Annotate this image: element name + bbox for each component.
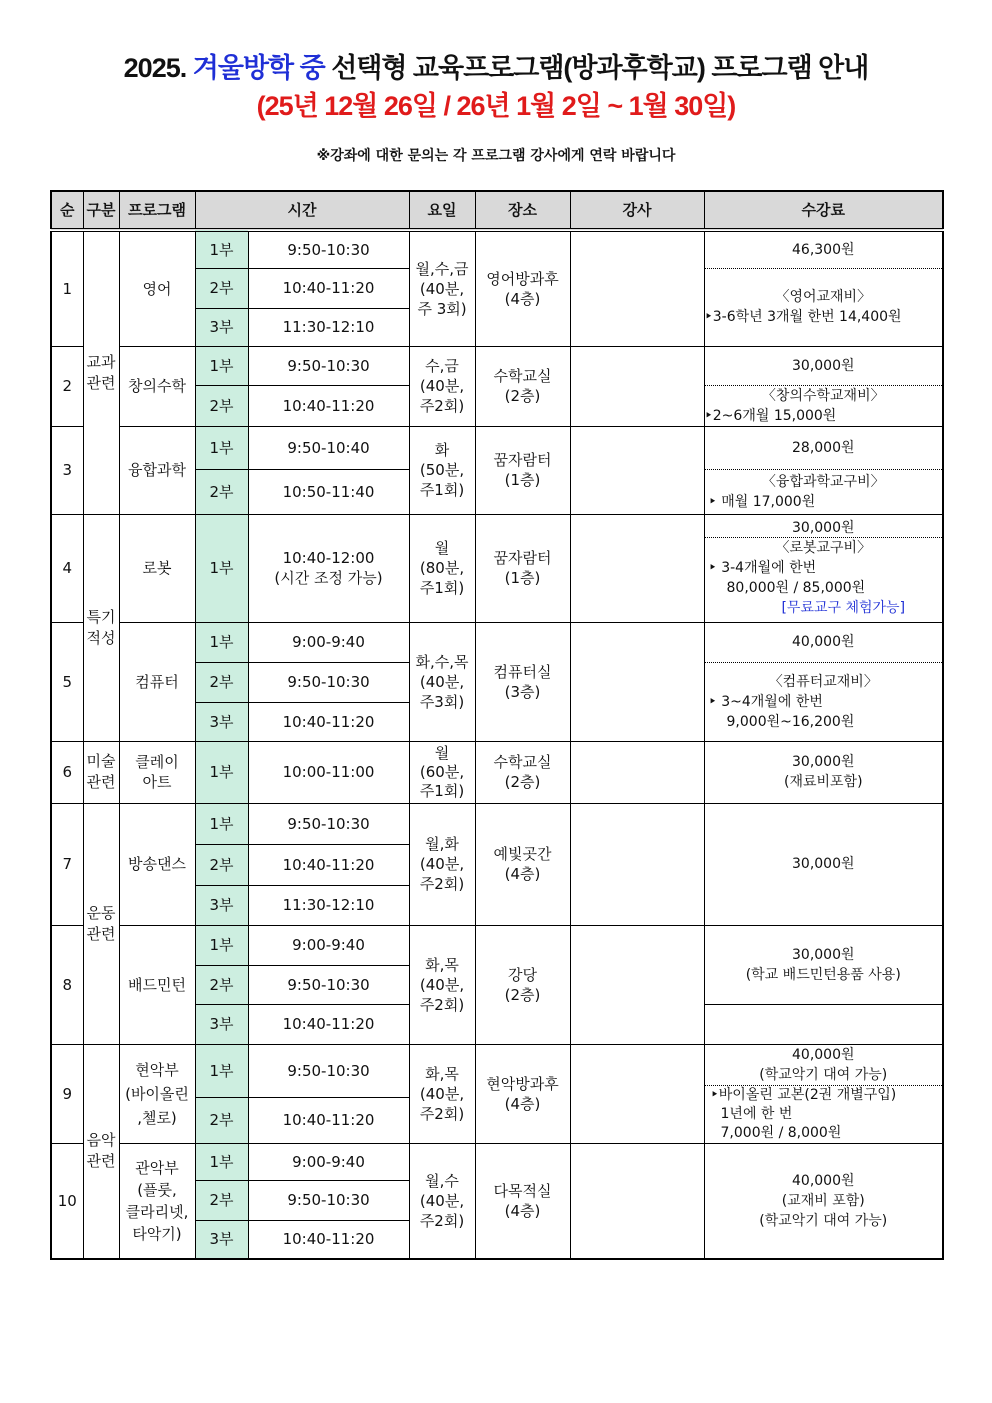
fee-main: 30,000원: [705, 519, 943, 538]
session-label: 1부: [195, 346, 248, 385]
contact-notice: ※강좌에 대한 문의는 각 프로그램 강사에게 연락 바랍니다: [316, 148, 676, 164]
session-label: 2부: [195, 385, 248, 426]
place: 꿈자람터 (1층): [475, 514, 570, 622]
category-sports: 운동 관련: [83, 803, 119, 1044]
place: 영어방과후 (4층): [475, 230, 570, 346]
free-trial-note: [무료교구 체험가능]: [781, 599, 906, 616]
place: 꿈자람터 (1층): [475, 426, 570, 514]
row-no: 1: [51, 230, 83, 346]
session-time: 10:50-11:40: [248, 469, 409, 514]
program-name: 컴퓨터: [119, 622, 195, 741]
session-label: 3부: [195, 308, 248, 346]
session-time: 9:50-10:30: [248, 965, 409, 1004]
program-name: 융합과학: [119, 426, 195, 514]
row-no: 4: [51, 514, 83, 622]
fee-main: 30,000원: [704, 803, 943, 925]
row-no: 5: [51, 622, 83, 741]
session-time: 10:40-11:20: [248, 1220, 409, 1259]
category-art: 미술 관련: [83, 741, 119, 803]
session-time: 9:50-10:30: [248, 230, 409, 268]
days: 월 (60분, 주1회): [409, 741, 475, 803]
session-time: 10:40-11:20: [248, 385, 409, 426]
fee-main: 28,000원: [704, 426, 943, 469]
row-no: 9: [51, 1044, 83, 1143]
days: 월,수 (40분, 주2회): [409, 1143, 475, 1259]
fee-main: 30,000원: [704, 346, 943, 385]
session-time: 9:50-10:40: [248, 426, 409, 469]
table-row: [51, 803, 943, 844]
session-time: 11:30-12:10: [248, 308, 409, 346]
page-title: [0, 46, 992, 85]
program-name: 클레이 아트: [119, 741, 195, 803]
fee-cell: 30,000원 (재료비포함): [704, 741, 943, 803]
session-label: 2부: [195, 469, 248, 514]
fee-main: 40,000원: [792, 1046, 855, 1063]
teacher: [570, 741, 704, 803]
title-highlight: 겨울방학 중: [192, 53, 325, 83]
place: 예빛곳간 (4층): [475, 803, 570, 925]
program-name: 영어: [119, 230, 195, 346]
teacher: [570, 346, 704, 426]
session-label: 2부: [195, 965, 248, 1004]
session-time: 10:40-11:20: [248, 702, 409, 741]
row-no: 6: [51, 741, 83, 803]
program-name: 창의수학: [119, 346, 195, 426]
session-label: 1부: [195, 1044, 248, 1097]
session-time: 9:50-10:30: [248, 803, 409, 844]
table-row: [51, 514, 943, 622]
title-suffix: 선택형 교육프로그램(방과후학교) 프로그램 안내: [331, 53, 869, 83]
teacher: [570, 1143, 704, 1259]
table-row: [51, 741, 943, 803]
days: 월,수,금 (40분, 주 3회): [409, 230, 475, 346]
place: 수학교실 (2층): [475, 346, 570, 426]
teacher: [570, 803, 704, 925]
session-time: 9:50-10:30: [248, 1180, 409, 1220]
teacher: [570, 1044, 704, 1143]
session-label: 2부: [195, 662, 248, 702]
days: 수,금 (40분, 주2회): [409, 346, 475, 426]
session-time: 10:40-11:20: [248, 268, 409, 308]
fee-main: 46,300원: [704, 230, 943, 268]
col-fee: 수강료: [704, 191, 943, 230]
days: 화,목 (40분, 주2회): [409, 925, 475, 1044]
days: 월,화 (40분, 주2회): [409, 803, 475, 925]
fee-cell: 30,000원 〈로봇교구비〉 ‣ 3-4개월에 한번 80,000원 / 85,000원 [무료교구 체험가능]: [704, 514, 943, 622]
place: 수학교실 (2층): [475, 741, 570, 803]
program-name: 관악부 (플룻, 클라리넷, 타악기): [119, 1143, 195, 1259]
row-no: 3: [51, 426, 83, 514]
col-days: 요일: [409, 191, 475, 230]
session-label: 3부: [195, 1004, 248, 1044]
row-no: 2: [51, 346, 83, 426]
fee-material: 〈컴퓨터교재비〉 ‣ 3~4개월에 한번 9,000원~16,200원: [704, 662, 943, 741]
program-name: 배드민턴: [119, 925, 195, 1044]
col-place: 장소: [475, 191, 570, 230]
days: 화,목 (40분, 주2회): [409, 1044, 475, 1143]
col-time: 시간: [195, 191, 409, 230]
program-name: 로봇: [119, 514, 195, 622]
session-label: 1부: [195, 741, 248, 803]
table-header-row: [51, 191, 943, 230]
col-program: 프로그램: [119, 191, 195, 230]
teacher: [570, 426, 704, 514]
row-no: 8: [51, 925, 83, 1044]
session-label: 3부: [195, 885, 248, 925]
session-label: 1부: [195, 230, 248, 268]
period-subtitle: (25년 12월 26일 / 26년 1월 2일 ~ 1월 30일): [256, 91, 736, 121]
teacher: [570, 230, 704, 346]
table-row: [51, 346, 943, 385]
session-label: 3부: [195, 1220, 248, 1259]
table-row: [51, 622, 943, 662]
fee-material: 〈융합과학교구비〉 ‣ 매월 17,000원: [704, 469, 943, 514]
table-row: [51, 1044, 943, 1097]
col-teacher: 강사: [570, 191, 704, 230]
session-label: 1부: [195, 925, 248, 965]
session-label: 1부: [195, 803, 248, 844]
place: 강당 (2층): [475, 925, 570, 1044]
teacher: [570, 514, 704, 622]
table-row: [51, 426, 943, 469]
table-row: [51, 925, 943, 965]
col-category: 구분: [83, 191, 119, 230]
session-time: 9:50-10:30: [248, 1044, 409, 1097]
program-name: 현악부 (바이올린 ,첼로): [119, 1044, 195, 1143]
title-prefix: 2025.: [123, 53, 187, 83]
category-subject: 교과 관련: [83, 230, 119, 514]
session-time: 10:40-11:20: [248, 1097, 409, 1143]
teacher: [570, 925, 704, 1044]
session-time: 9:50-10:30: [248, 662, 409, 702]
session-label: 1부: [195, 514, 248, 622]
session-label: 2부: [195, 1097, 248, 1143]
session-label: 1부: [195, 622, 248, 662]
session-time: 9:00-9:40: [248, 622, 409, 662]
category-special: 특기 적성: [83, 514, 119, 741]
row-no: 10: [51, 1143, 83, 1259]
program-schedule-table: [50, 190, 944, 1260]
col-no: 순: [51, 191, 83, 230]
category-music: 음악 관련: [83, 1044, 119, 1259]
fee-cell: 40,000원 (학교악기 대여 가능) ‣바이올린 교본(2권 개별구입) 1년에 한 번 7,000원 / 8,000원: [704, 1044, 943, 1143]
session-label: 2부: [195, 268, 248, 308]
session-label: 1부: [195, 426, 248, 469]
session-time: 10:40-12:00 (시간 조정 가능): [248, 514, 409, 622]
place: 컴퓨터실 (3층): [475, 622, 570, 741]
session-time: 9:00-9:40: [248, 925, 409, 965]
place: 다목적실 (4층): [475, 1143, 570, 1259]
session-time: 11:30-12:10: [248, 885, 409, 925]
table-row: [51, 230, 943, 268]
fee-main: 40,000원: [704, 622, 943, 662]
session-label: 2부: [195, 844, 248, 885]
days: 화 (50분, 주1회): [409, 426, 475, 514]
teacher: [570, 622, 704, 741]
days: 월 (80분, 주1회): [409, 514, 475, 622]
place: 현악방과후 (4층): [475, 1044, 570, 1143]
row-no: 7: [51, 803, 83, 925]
fee-cell: 30,000원 (학교 배드민턴용품 사용): [704, 925, 943, 1004]
session-label: 3부: [195, 702, 248, 741]
session-label: 1부: [195, 1143, 248, 1180]
program-name: 방송댄스: [119, 803, 195, 925]
days: 화,수,목 (40분, 주3회): [409, 622, 475, 741]
fee-empty: [704, 1004, 943, 1044]
session-time: 9:50-10:30: [248, 346, 409, 385]
fee-cell: 40,000원 (교재비 포함) (학교악기 대여 가능): [704, 1143, 943, 1259]
fee-material: 〈창의수학교재비〉 ‣2~6개월 15,000원: [704, 385, 943, 426]
session-time: 10:40-11:20: [248, 844, 409, 885]
table-row: [51, 1143, 943, 1180]
session-time: 10:00-11:00: [248, 741, 409, 803]
session-time: 10:40-11:20: [248, 1004, 409, 1044]
fee-material: 〈영어교재비〉 ‣3-6학년 3개월 한번 14,400원: [704, 268, 943, 346]
session-time: 9:00-9:40: [248, 1143, 409, 1180]
session-label: 2부: [195, 1180, 248, 1220]
